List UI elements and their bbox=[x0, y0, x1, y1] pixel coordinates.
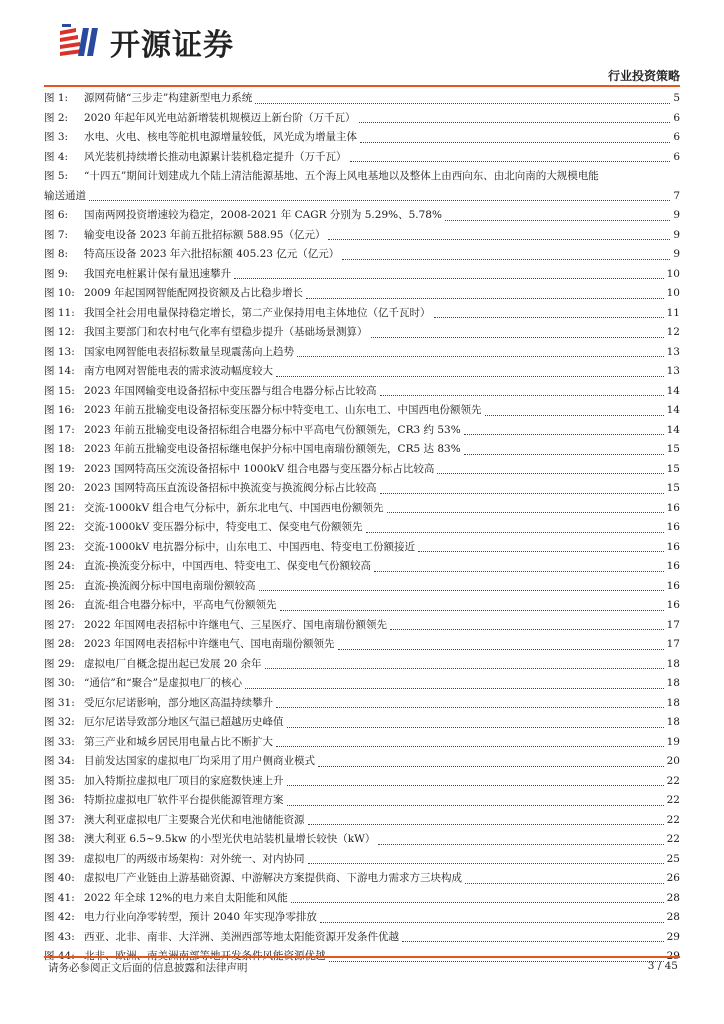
figure-page: 13 bbox=[666, 345, 680, 358]
figure-page: 16 bbox=[666, 521, 680, 533]
figure-page: 15 bbox=[666, 462, 680, 475]
figure-number: 图 40: bbox=[44, 872, 75, 884]
footer-divider bbox=[44, 956, 680, 958]
figure-title: 2009 年起国网智能配网投资额及占比稳步增长 bbox=[84, 287, 304, 299]
leader-dots bbox=[297, 356, 664, 357]
figure-number: 图 1: bbox=[44, 92, 69, 104]
leader-dots bbox=[265, 668, 664, 669]
figure-title: 风光装机持续增长推动电源累计装机稳定提升（万千瓦） bbox=[84, 150, 347, 163]
logo-text: 开源证券 bbox=[110, 28, 234, 63]
toc-entry[interactable] bbox=[44, 694, 680, 714]
figure-title: 2023 年前五批输变电设备招标组合电器分标中平高电气份额领先，CR3 约 53% bbox=[84, 423, 461, 436]
figure-title: 2023 年前五批输变电设备招标变压器分标中特变电工、山东电工、中国西电份额领先 bbox=[84, 404, 482, 416]
figure-number: 图 24: bbox=[44, 560, 75, 572]
toc-entry[interactable] bbox=[44, 616, 680, 636]
toc-entry[interactable] bbox=[44, 499, 680, 519]
document-type-label: 行业投资策略 bbox=[607, 69, 680, 83]
figure-title: 2023 年前五批输变电设备招标继电保护分标中国电南瑞份额领先，CR5 达 83% bbox=[84, 443, 461, 455]
toc-entry[interactable] bbox=[44, 460, 680, 480]
figure-page: 10 bbox=[666, 287, 680, 299]
figure-page: 6 bbox=[673, 150, 680, 163]
figure-number: 图 8: bbox=[44, 248, 69, 260]
leader-dots bbox=[234, 278, 664, 279]
figure-page: 18 bbox=[666, 677, 680, 689]
toc-entry[interactable] bbox=[44, 421, 680, 441]
figure-number: 图 36: bbox=[44, 794, 75, 806]
figure-page: 13 bbox=[666, 365, 680, 377]
figure-page: 28 bbox=[666, 911, 680, 923]
figure-page: 22 bbox=[666, 794, 680, 806]
leader-dots bbox=[338, 649, 664, 650]
leader-dots bbox=[485, 415, 664, 416]
figure-title: 西亚、北非、南非、大洋洲、美洲西部等地太阳能资源开发条件优越 bbox=[84, 930, 399, 943]
toc-entry[interactable] bbox=[44, 752, 680, 772]
figure-number: 图 21: bbox=[44, 501, 75, 514]
figure-number: 图 26: bbox=[44, 599, 75, 611]
figure-number: 图 35: bbox=[44, 774, 75, 787]
figure-page: 20 bbox=[666, 755, 680, 767]
leader-dots bbox=[276, 707, 664, 708]
figure-title-continued: 输送通道 bbox=[44, 189, 86, 202]
brand-logo bbox=[56, 22, 234, 62]
figure-page: 16 bbox=[666, 560, 680, 572]
figure-number: 图 20: bbox=[44, 482, 75, 494]
leader-dots bbox=[245, 688, 664, 689]
leader-dots bbox=[280, 610, 664, 611]
figure-number: 图 7: bbox=[44, 228, 69, 241]
toc-entry[interactable] bbox=[44, 596, 680, 616]
toc-entry[interactable] bbox=[44, 304, 680, 324]
figure-title: 加入特斯拉虚拟电厂项目的家庭数快速上升 bbox=[84, 774, 284, 787]
figure-page: 16 bbox=[666, 579, 680, 592]
leader-dots bbox=[380, 493, 664, 494]
figure-title: 2023 年国网电表招标中许继电气、国电南瑞份额领先 bbox=[84, 638, 335, 650]
figure-title: 2020 年起年风光电站新增装机规模迈上新台阶（万千瓦） bbox=[84, 111, 356, 124]
leader-dots bbox=[380, 395, 664, 396]
figure-number: 图 14: bbox=[44, 365, 75, 377]
figure-number: 图 28: bbox=[44, 638, 75, 650]
leader-dots bbox=[434, 317, 664, 318]
leader-dots bbox=[329, 961, 664, 962]
toc-entry[interactable] bbox=[44, 206, 680, 226]
figure-number: 图 39: bbox=[44, 852, 75, 865]
figure-title: 第三产业和城乡居民用电量占比不断扩大 bbox=[84, 735, 273, 748]
figure-page: 18 bbox=[666, 716, 680, 728]
toc-entry[interactable] bbox=[44, 284, 680, 304]
figure-title: 源网荷储“三步走”构建新型电力系统 bbox=[84, 92, 253, 104]
toc-entry[interactable] bbox=[44, 265, 680, 285]
figure-title: 交流-1000kV 变压器分标中，特变电工、保变电气份额领先 bbox=[84, 521, 363, 533]
leader-dots bbox=[308, 863, 664, 864]
toc-entry[interactable] bbox=[44, 889, 680, 909]
figure-number: 图 11: bbox=[44, 306, 75, 319]
figure-title: 我国充电桩累计保有量迅速攀升 bbox=[84, 267, 231, 280]
figure-page: 28 bbox=[666, 891, 680, 904]
figure-number: 图 4: bbox=[44, 150, 69, 163]
figure-title: 2022 年全球 12%的电力来自太阳能和风能 bbox=[84, 891, 288, 904]
leader-dots bbox=[378, 844, 663, 845]
figure-title: 2023 国网特高压交流设备招标中 1000kV 组合电器与变压器分标占比较高 bbox=[84, 462, 435, 475]
leader-dots bbox=[320, 922, 664, 923]
toc-entry[interactable] bbox=[44, 713, 680, 733]
figure-page: 15 bbox=[666, 482, 680, 494]
toc-entry[interactable] bbox=[44, 245, 680, 265]
figure-title: 厄尔尼诺导致部分地区气温已超越历史峰值 bbox=[84, 716, 284, 728]
figure-number: 图 38: bbox=[44, 833, 75, 845]
figure-page: 17 bbox=[666, 638, 680, 650]
figure-number: 图 37: bbox=[44, 813, 75, 826]
leader-dots bbox=[328, 239, 670, 240]
toc-entry[interactable] bbox=[44, 928, 680, 948]
figure-number: 图 42: bbox=[44, 911, 75, 923]
toc-entry[interactable] bbox=[44, 401, 680, 421]
figure-title: 特高压设备 2023 年六批招标额 405.23 亿元（亿元） bbox=[84, 248, 340, 260]
leader-dots bbox=[387, 512, 664, 513]
figure-title: 南方电网对智能电表的需求波动幅度较大 bbox=[84, 365, 273, 377]
toc-entry[interactable] bbox=[44, 791, 680, 811]
figure-title: 国家电网智能电表招标数量呈现震荡向上趋势 bbox=[84, 345, 294, 358]
toc-entry[interactable] bbox=[44, 479, 680, 499]
leader-dots bbox=[418, 551, 664, 552]
toc-entry[interactable] bbox=[44, 733, 680, 753]
figure-number: 图 9: bbox=[44, 267, 69, 280]
figure-list bbox=[44, 89, 680, 967]
figure-number: 图 27: bbox=[44, 618, 75, 631]
figure-page: 5 bbox=[673, 92, 680, 104]
toc-entry[interactable] bbox=[44, 128, 680, 148]
figure-title: 虚拟电厂的两级市场架构：对外统一、对内协同 bbox=[84, 852, 305, 865]
figure-number: 图 32: bbox=[44, 716, 75, 728]
figure-title: 电力行业向净零转型，预计 2040 年实现净零排放 bbox=[84, 911, 317, 923]
figure-title: 交流-1000kV 组合电气分标中，新东北电气、中国西电份额领先 bbox=[84, 501, 384, 514]
kaiyuan-logo-icon bbox=[56, 22, 106, 62]
figure-number: 图 19: bbox=[44, 462, 75, 475]
toc-entry[interactable] bbox=[44, 772, 680, 792]
leader-dots bbox=[318, 766, 664, 767]
leader-dots bbox=[276, 746, 664, 747]
leader-dots bbox=[402, 941, 664, 942]
figure-page: 18 bbox=[666, 696, 680, 709]
leader-dots bbox=[350, 161, 671, 162]
figure-title: 直流-换流阀分标中国电南瑞份额较高 bbox=[84, 579, 256, 592]
leader-dots bbox=[390, 629, 664, 630]
figure-title: 受厄尔尼诺影响，部分地区高温持续攀升 bbox=[84, 696, 273, 709]
leader-dots bbox=[445, 220, 670, 221]
leader-dots bbox=[89, 200, 670, 201]
figure-page: 16 bbox=[666, 501, 680, 514]
figure-page: 14 bbox=[666, 384, 680, 397]
leader-dots bbox=[255, 103, 670, 104]
leader-dots bbox=[308, 824, 664, 825]
figure-page: 25 bbox=[666, 852, 680, 865]
figure-title: “十四五”期间计划建成九个陆上清洁能源基地、五个海上风电基地以及整体上由西向东、由北向南的大规模电能 bbox=[84, 170, 599, 182]
figure-page: 17 bbox=[666, 618, 680, 631]
figure-title: 2023 年国网输变电设备招标中变压器与组合电器分标占比较高 bbox=[84, 384, 377, 397]
figure-number: 图 10: bbox=[44, 287, 75, 299]
leader-dots bbox=[464, 434, 664, 435]
figure-title: 澳大利亚虚拟电厂主要聚合光伏和电池储能资源 bbox=[84, 813, 305, 826]
figure-title: 水电、火电、核电等舵机电源增量较低，风光成为增量主体 bbox=[84, 131, 357, 143]
figure-number: 图 25: bbox=[44, 579, 75, 592]
figure-number: 图 22: bbox=[44, 521, 75, 533]
toc-entry[interactable] bbox=[44, 908, 680, 928]
figure-page: 26 bbox=[666, 872, 680, 884]
leader-dots bbox=[259, 590, 664, 591]
toc-entry[interactable] bbox=[44, 362, 680, 382]
figure-title: 直流-换流变分标中，中国西电、特变电工、保变电气份额较高 bbox=[84, 560, 372, 572]
toc-entry[interactable] bbox=[44, 518, 680, 538]
leader-dots bbox=[306, 298, 664, 299]
figure-number: 图 6: bbox=[44, 209, 69, 221]
leader-dots bbox=[287, 785, 664, 786]
toc-entry[interactable] bbox=[44, 109, 680, 129]
toc-entry[interactable] bbox=[44, 635, 680, 655]
page-header bbox=[0, 0, 724, 92]
leader-dots bbox=[371, 337, 664, 338]
leader-dots bbox=[366, 532, 664, 533]
figure-page: 18 bbox=[666, 657, 680, 670]
figure-number: 图 41: bbox=[44, 891, 75, 904]
figure-page: 14 bbox=[666, 404, 680, 416]
figure-number: 图 3: bbox=[44, 131, 69, 143]
figure-title: 目前发达国家的虚拟电厂均采用了用户侧商业模式 bbox=[84, 755, 315, 767]
leader-dots bbox=[464, 454, 664, 455]
header-divider bbox=[44, 85, 680, 87]
figure-page: 9 bbox=[673, 209, 680, 221]
figure-number: 图 18: bbox=[44, 443, 75, 455]
figure-title: 澳大利亚 6.5~9.5kw 的小型光伏电站装机量增长较快（kW） bbox=[84, 833, 376, 845]
toc-entry[interactable] bbox=[44, 323, 680, 343]
toc-entry[interactable] bbox=[44, 226, 680, 246]
figure-title: 2022 年国网电表招标中许继电气、三星医疗、国电南瑞份额领先 bbox=[84, 618, 388, 631]
leader-dots bbox=[342, 259, 670, 260]
leader-dots bbox=[374, 571, 664, 572]
toc-entry[interactable] bbox=[44, 440, 680, 460]
figure-page: 9 bbox=[673, 248, 680, 260]
figure-title: “通信”和“聚合”是虚拟电厂的核心 bbox=[84, 677, 242, 689]
figure-page: 12 bbox=[666, 326, 680, 338]
figure-page: 16 bbox=[666, 540, 680, 553]
toc-entry[interactable] bbox=[44, 655, 680, 675]
figure-title: 2023 国网特高压直流设备招标中换流变与换流阀分标占比较高 bbox=[84, 482, 377, 494]
figure-number: 图 16: bbox=[44, 404, 75, 416]
figure-page: 22 bbox=[666, 774, 680, 787]
figure-number: 图 23: bbox=[44, 540, 75, 553]
figure-number: 图 29: bbox=[44, 657, 75, 670]
figure-number: 图 13: bbox=[44, 345, 75, 358]
figure-number: 图 15: bbox=[44, 384, 75, 397]
leader-dots bbox=[291, 902, 664, 903]
page-number: 3 / 45 bbox=[647, 960, 678, 972]
toc-entry[interactable] bbox=[44, 89, 680, 109]
figure-number: 图 33: bbox=[44, 735, 75, 748]
figure-page: 10 bbox=[666, 267, 680, 280]
figure-title: 国南两网投资增速较为稳定，2008-2021 年 CAGR 分别为 5.29%、5.78% bbox=[84, 209, 442, 221]
leader-dots bbox=[287, 727, 664, 728]
figure-page: 29 bbox=[666, 930, 680, 943]
figure-number: 图 17: bbox=[44, 423, 75, 436]
leader-dots bbox=[276, 376, 664, 377]
toc-entry[interactable] bbox=[44, 167, 680, 206]
toc-entry[interactable] bbox=[44, 382, 680, 402]
figure-page: 15 bbox=[666, 443, 680, 455]
figure-title: 虚拟电厂自概念提出起已发展 20 余年 bbox=[84, 657, 262, 670]
figure-title: 虚拟电厂产业链由上游基础资源、中游解决方案提供商、下游电力需求方三块构成 bbox=[84, 872, 462, 884]
leader-dots bbox=[287, 805, 664, 806]
figure-number: 图 12: bbox=[44, 326, 75, 338]
figure-page: 6 bbox=[673, 131, 680, 143]
figure-page: 16 bbox=[666, 599, 680, 611]
leader-dots bbox=[437, 473, 663, 474]
figure-page: 14 bbox=[666, 423, 680, 436]
figure-number: 图 43: bbox=[44, 930, 75, 943]
figure-page: 9 bbox=[673, 228, 680, 241]
leader-dots bbox=[359, 122, 671, 123]
toc-entry[interactable] bbox=[44, 674, 680, 694]
figure-number: 图 2: bbox=[44, 111, 69, 124]
figure-title: 我国全社会用电量保持稳定增长，第二产业保持用电主体地位（亿千瓦时） bbox=[84, 306, 431, 319]
figure-title: 直流-组合电器分标中，平高电气份额领先 bbox=[84, 599, 277, 611]
disclaimer-note: 请务必参阅正文后面的信息披露和法律声明 bbox=[48, 962, 248, 974]
figure-title: 特斯拉虚拟电厂软件平台提供能源管理方案 bbox=[84, 794, 284, 806]
figure-title: 我国主要部门和农村电气化率有望稳步提升（基础场景测算） bbox=[84, 326, 368, 338]
toc-entry[interactable] bbox=[44, 577, 680, 597]
figure-title: 输变电设备 2023 年前五批招标额 588.95（亿元） bbox=[84, 228, 326, 241]
toc-entry[interactable] bbox=[44, 869, 680, 889]
figure-number: 图 34: bbox=[44, 755, 75, 767]
toc-entry[interactable] bbox=[44, 343, 680, 363]
toc-entry[interactable] bbox=[44, 850, 680, 870]
toc-entry[interactable] bbox=[44, 811, 680, 831]
figure-number: 图 5: bbox=[44, 170, 69, 182]
figure-page: 22 bbox=[666, 833, 680, 845]
toc-entry[interactable] bbox=[44, 830, 680, 850]
figure-number: 图 30: bbox=[44, 677, 75, 689]
toc-entry[interactable] bbox=[44, 557, 680, 577]
figure-number: 图 31: bbox=[44, 696, 75, 709]
figure-title: 交流-1000kV 电抗器分标中，山东电工、中国西电、特变电工份额接近 bbox=[84, 540, 416, 553]
toc-entry[interactable] bbox=[44, 148, 680, 168]
figure-page: 22 bbox=[666, 813, 680, 826]
leader-dots bbox=[465, 883, 664, 884]
leader-dots bbox=[360, 142, 670, 143]
toc-entry[interactable] bbox=[44, 538, 680, 558]
figure-page: 6 bbox=[673, 111, 680, 124]
figure-page: 11 bbox=[666, 306, 680, 319]
figure-page: 19 bbox=[666, 735, 680, 748]
figure-page: 7 bbox=[673, 189, 680, 202]
